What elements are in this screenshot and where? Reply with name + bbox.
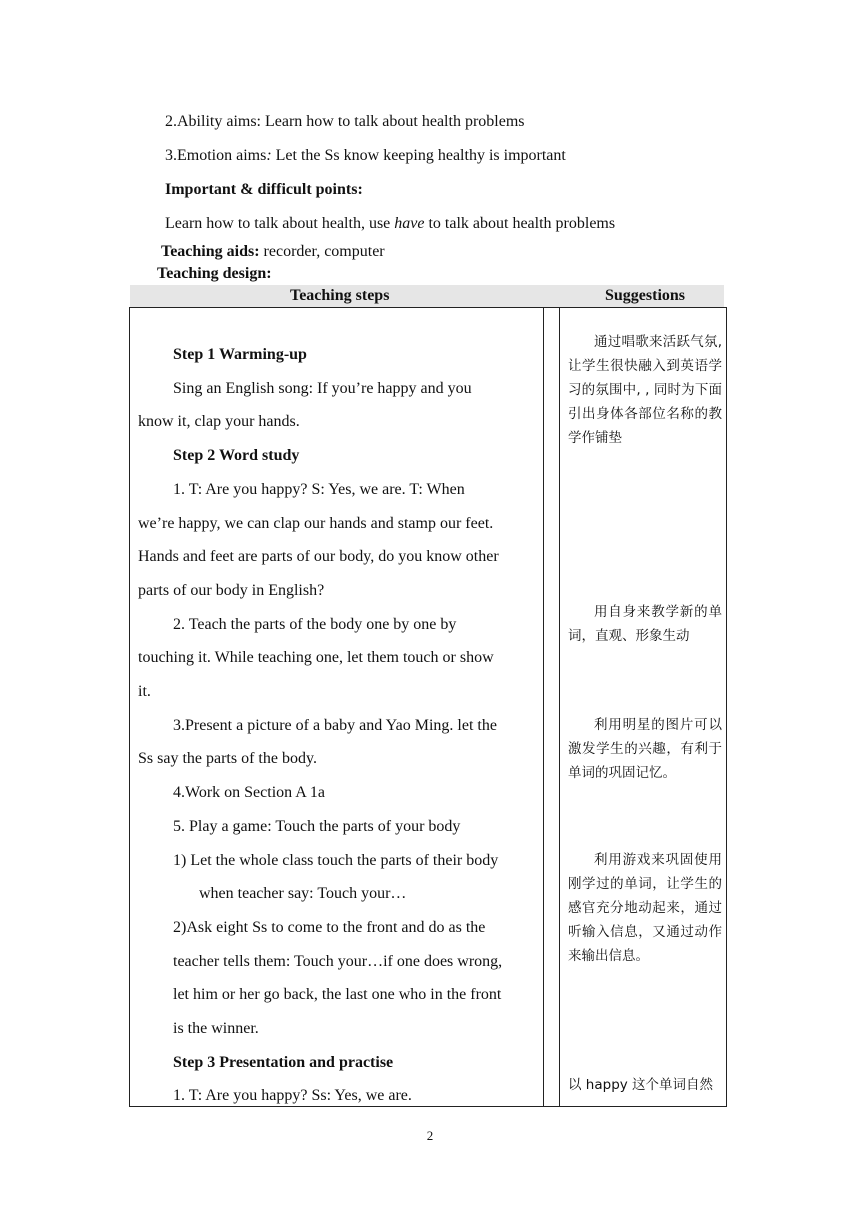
step-line: touching it. While teaching one, let them touch or show [138,649,494,667]
header-suggestions: Suggestions [605,287,686,304]
step-line: 2. Teach the parts of the body one by one by [173,615,457,633]
suggestion-2: 用自身来教学新的单词，直观、形象生动 [568,604,722,644]
teaching-steps-cell [138,338,538,1113]
step-heading: Step 2 Word study [173,447,300,465]
important-points-heading: Important & difficult points: [165,181,363,198]
step-line: 1. T: Are you happy? S: Yes, we are. T: When [173,480,465,498]
step-line: 5. Play a game: Touch the parts of your body [173,817,461,835]
step-line: Sing an English song: If you’re happy and you [173,379,472,397]
step-line: 3.Present a picture of a baby and Yao Ming. let the [173,716,497,734]
suggestion-3: 利用明星的图片可以激发学生的兴趣，有利于单词的巩固记忆。 [568,717,722,781]
step-line: 1. T: Are you happy? Ss: Yes, we are. [173,1087,412,1105]
step-line: parts of our body in English? [138,581,325,599]
points-text-post: to talk about health problems [424,215,616,232]
step-line: Ss say the parts of the body. [138,750,317,768]
column-divider-left [543,308,544,1106]
step-line: 4.Work on Section A 1a [173,784,326,802]
step-line: 2)Ask eight Ss to come to the front and do as the [173,918,486,936]
points-text-pre: Learn how to talk about health, use [165,215,395,232]
suggestion-5: 以 happy 这个单词自然 [568,1077,714,1093]
points-text-emphasis: have [394,215,425,232]
teaching-aids-value: recorder, computer [259,243,385,260]
step-line: is the winner. [173,1020,259,1038]
emotion-aims [165,146,566,166]
teaching-table [129,307,727,1107]
teaching-aids [161,242,385,262]
table-header [130,285,724,307]
step-line: Hands and feet are parts of our body, do you know other [138,548,499,566]
step-heading: Step 3 Presentation and practise [173,1053,394,1071]
step-line: let him or her go back, the last one who in the front [173,986,502,1004]
suggestion-1: 通过唱歌来活跃气氛, 让学生很快融入到英语学习的氛围中, , 同时为下面引出身体各部位名称的教学作铺垫 [568,334,722,446]
header-teaching-steps: Teaching steps [290,287,390,304]
important-points-text [165,214,615,234]
emotion-aims-text: Let the Ss know keeping healthy is important [271,147,566,164]
suggestion-4: 利用游戏来巩固使用刚学过的单词，让学生的感官充分地动起来，通过听输入信息，又通过动作来输出信息。 [568,852,722,964]
teaching-aids-label: Teaching aids: [161,243,260,260]
step-line: when teacher say: Touch your… [199,885,407,903]
step-line: it. [138,683,151,701]
column-divider-right [559,308,560,1106]
step-line: 1) Let the whole class touch the parts of their body [173,851,499,869]
teaching-design-label: Teaching design: [157,265,272,282]
ability-aims: 2.Ability aims: Learn how to talk about health problems [165,113,525,130]
step-heading: Step 1 Warming-up [173,346,307,363]
page-number: 2 [426,1128,434,1143]
step-line: we’re happy, we can clap our hands and stamp our feet. [138,514,494,532]
step-line: teacher tells them: Touch your…if one does wrong, [173,952,503,970]
emotion-aims-colon: : [266,147,272,164]
step-line: know it, clap your hands. [138,413,300,431]
emotion-aims-label: 3.Emotion aims [165,147,267,164]
